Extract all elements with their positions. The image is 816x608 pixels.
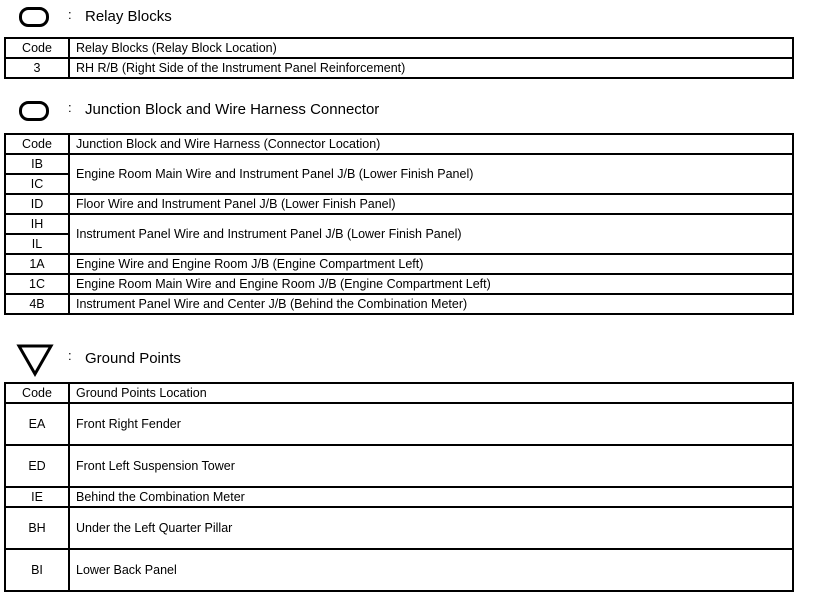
code-cell: 1C xyxy=(5,274,69,294)
section-title: Junction Block and Wire Harness Connector xyxy=(85,101,380,118)
location-cell: Floor Wire and Instrument Panel J/B (Lower Finish Panel) xyxy=(69,194,793,214)
table-row xyxy=(5,549,793,591)
heading-colon: : xyxy=(68,100,72,115)
table-row xyxy=(5,154,793,174)
code-cell: EA xyxy=(5,403,69,445)
table-header-row xyxy=(5,38,793,58)
column-header-code: Code xyxy=(5,383,69,403)
code-cell: ID xyxy=(5,194,69,214)
location-cell: RH R/B (Right Side of the Instrument Panel Reinforcement) xyxy=(69,58,793,78)
table-row xyxy=(5,58,793,78)
section-title: Relay Blocks xyxy=(85,8,172,25)
code-cell: 1A xyxy=(5,254,69,274)
rounded-rectangle-icon xyxy=(18,100,52,124)
location-cell: Front Right Fender xyxy=(69,403,793,445)
table-row xyxy=(5,445,793,487)
code-cell: IL xyxy=(5,234,69,254)
code-cell: BH xyxy=(5,507,69,549)
location-cell: Engine Room Main Wire and Instrument Panel J/B (Lower Finish Panel) xyxy=(69,154,793,194)
location-cell: Front Left Suspension Tower xyxy=(69,445,793,487)
code-cell: IH xyxy=(5,214,69,234)
table-row xyxy=(5,214,793,234)
code-cell: 3 xyxy=(5,58,69,78)
column-header-location: Ground Points Location xyxy=(69,383,793,403)
table-header-row xyxy=(5,383,793,403)
location-cell: Engine Wire and Engine Room J/B (Engine Compartment Left) xyxy=(69,254,793,274)
table-row xyxy=(5,194,793,214)
rounded-rectangle-icon xyxy=(18,6,52,30)
location-cell: Behind the Combination Meter xyxy=(69,487,793,507)
table-row xyxy=(5,274,793,294)
section-title: Ground Points xyxy=(85,350,181,367)
code-cell: IE xyxy=(5,487,69,507)
ground-points-table xyxy=(4,382,794,592)
location-cell: Instrument Panel Wire and Center J/B (Behind the Combination Meter) xyxy=(69,294,793,314)
down-triangle-icon xyxy=(16,342,56,378)
location-cell: Engine Room Main Wire and Engine Room J/B (Engine Compartment Left) xyxy=(69,274,793,294)
location-cell: Lower Back Panel xyxy=(69,549,793,591)
table-row xyxy=(5,254,793,274)
table-row xyxy=(5,487,793,507)
relay-blocks-table xyxy=(4,37,794,79)
heading-colon: : xyxy=(68,7,72,22)
code-cell: IC xyxy=(5,174,69,194)
column-header-location: Relay Blocks (Relay Block Location) xyxy=(69,38,793,58)
heading-colon: : xyxy=(68,348,72,363)
table-row xyxy=(5,507,793,549)
code-cell: 4B xyxy=(5,294,69,314)
location-cell: Under the Left Quarter Pillar xyxy=(69,507,793,549)
code-cell: ED xyxy=(5,445,69,487)
column-header-location: Junction Block and Wire Harness (Connector Location) xyxy=(69,134,793,154)
table-row xyxy=(5,294,793,314)
location-cell: Instrument Panel Wire and Instrument Panel J/B (Lower Finish Panel) xyxy=(69,214,793,254)
junction-block-table xyxy=(4,133,794,315)
column-header-code: Code xyxy=(5,38,69,58)
table-header-row xyxy=(5,134,793,154)
column-header-code: Code xyxy=(5,134,69,154)
code-cell: IB xyxy=(5,154,69,174)
table-row xyxy=(5,403,793,445)
code-cell: BI xyxy=(5,549,69,591)
